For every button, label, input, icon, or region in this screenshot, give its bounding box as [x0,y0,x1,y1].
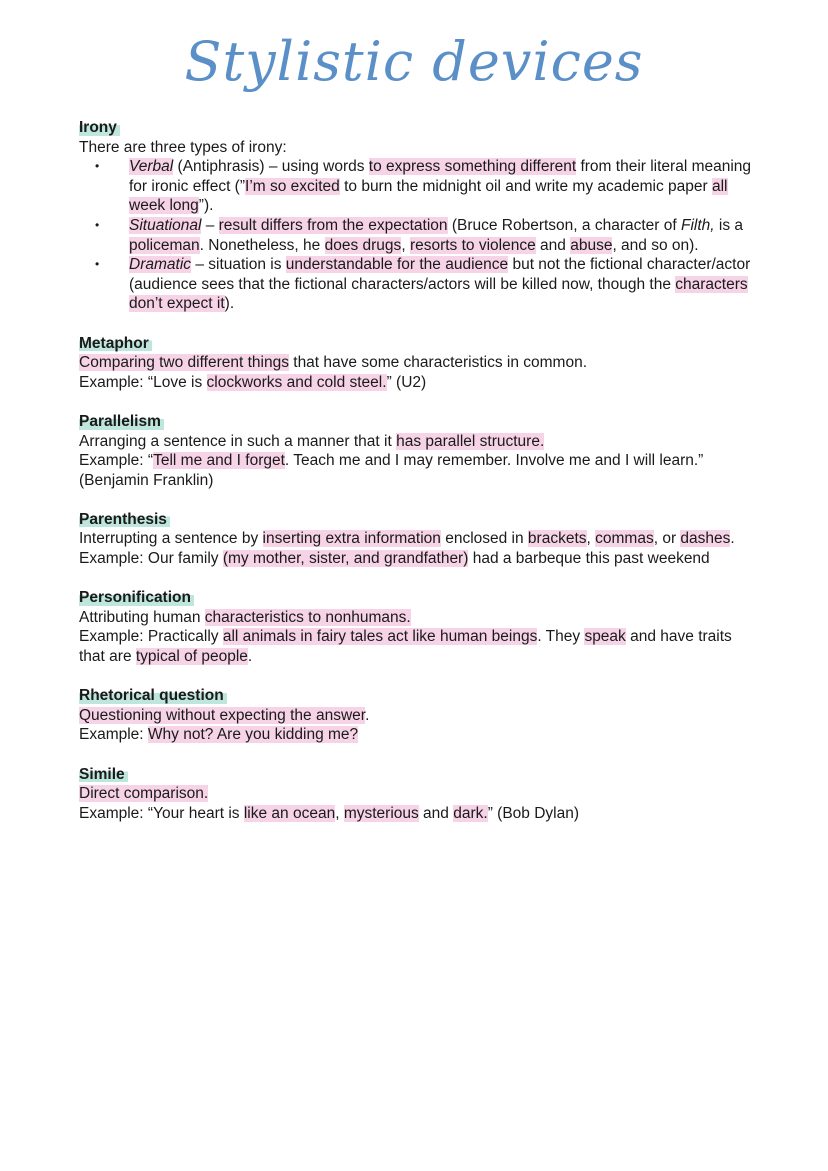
text: ). [224,295,235,313]
highlight: Direct comparison. [79,785,209,803]
section-simile [79,765,759,824]
highlight: like an ocean [243,804,336,822]
text: and [418,804,454,822]
text: from their literal meaning for ironic effect (” [129,158,752,195]
text: and have traits that are [79,628,732,666]
text: Attributing human [79,608,205,626]
definition [79,706,759,726]
text: , or [653,530,681,548]
text: but not the fictional character/actor (audience sees that the fictional characters/actors will be killed now, though the [129,256,751,293]
highlight: I’m so excited [245,177,340,195]
example [79,804,759,824]
text: , [335,804,344,822]
highlight: to express something different [368,158,577,176]
highlight: speak [584,628,626,646]
section-metaphor [79,334,759,393]
example [79,725,759,745]
highlight: has parallel structure. [396,432,545,450]
text: , and so on). [612,236,699,254]
list-item-situational [95,216,759,255]
section-heading: Irony [79,118,120,138]
text: . Teach me and I may remember. Involve me and I will learn.” (Benjamin Franklin) [79,452,704,489]
section-heading: Simile [79,765,128,785]
text: Example: “Love is [79,373,207,391]
definition [79,529,759,549]
highlight: brackets [527,530,587,548]
text: Interrupting a sentence by [79,530,263,548]
list-item-dramatic [95,255,759,314]
highlight: Why not? Are you kidding me? [147,726,359,744]
highlight: inserting extra information [262,530,441,548]
text: to burn the midnight oil and write my academic paper [339,177,712,195]
definition [79,353,759,373]
highlight: does drugs [324,236,402,254]
text: ” (Bob Dylan) [487,804,580,822]
definition [79,432,759,452]
section-heading: Parallelism [79,412,164,432]
highlight: resorts to violence [409,236,536,254]
irony-types-list [79,157,759,314]
term: Situational [129,216,202,234]
list-item-verbal [95,157,759,216]
highlight: result differs from the expectation [218,216,448,234]
section-irony [79,118,759,314]
highlight: (my mother, sister, and grandfather) [222,550,469,568]
text: enclosed in [440,530,528,548]
highlight: mysterious [343,804,419,822]
text: ”). [198,197,214,215]
document-body [79,118,759,843]
definition [79,784,759,804]
highlight: abuse [570,236,613,254]
text: . [730,530,735,548]
text: . [365,706,370,724]
highlight: Questioning without expecting the answer [79,706,366,724]
page-title: Stylistic devices [184,30,644,93]
term: Verbal [129,158,174,176]
bullet-icon: • [95,257,100,272]
highlight: understandable for the audience [285,256,509,274]
example [79,451,759,490]
text: , [586,530,596,548]
section-heading: Metaphor [79,334,152,354]
text: . They [537,628,585,646]
bullet-icon: • [95,159,100,174]
highlight: all week long [129,177,728,215]
highlight: Comparing two different things [79,354,289,372]
section-personification [79,588,759,666]
highlight: dark. [453,804,488,822]
text: ” (U2) [386,373,427,391]
section-parenthesis [79,510,759,569]
example [79,373,759,393]
highlight: clockworks and cold steel. [206,373,387,391]
section-heading: Personification [79,588,194,608]
section-intro: There are three types of irony: [79,138,287,156]
text: Example: Practically [79,628,223,646]
text: (Antiphrasis) – using words [173,158,369,176]
highlight: policeman [129,236,200,254]
text: Example: “Your heart is [79,804,244,822]
section-rhetorical-question [79,686,759,745]
text: – situation is [191,256,286,274]
example [79,549,759,569]
text: (Bruce Robertson, a character of [447,216,681,234]
text: Arranging a sentence in such a manner that it [79,432,397,450]
highlight: all animals in fairy tales act like human beings [222,628,538,646]
text: Example: Our family [79,550,223,568]
text: – [201,216,219,234]
bullet-icon: • [95,217,100,232]
text: , [401,236,410,254]
text: that have some characteristics in common. [288,354,588,372]
definition [79,608,759,628]
text: had a barbeque this past weekend [468,550,710,568]
section-parallelism [79,412,759,490]
highlight: characteristics to nonhumans. [204,608,411,626]
example [79,627,759,666]
term: Dramatic [129,256,192,274]
section-heading: Rhetorical question [79,686,227,706]
highlight: commas [595,530,654,548]
highlight: characters don’t expect it [129,275,748,313]
highlight: dashes [680,530,731,548]
section-heading: Parenthesis [79,510,170,530]
text: and [535,236,571,254]
highlight: typical of people [135,648,248,666]
text: Example: [79,726,148,744]
work-title: Filth, [680,216,715,234]
highlight: Tell me and I forget [153,452,285,470]
text: Example: “ [79,452,154,470]
text: is a [714,216,744,234]
text: . [247,648,253,666]
text: . Nonetheless, he [199,236,325,254]
